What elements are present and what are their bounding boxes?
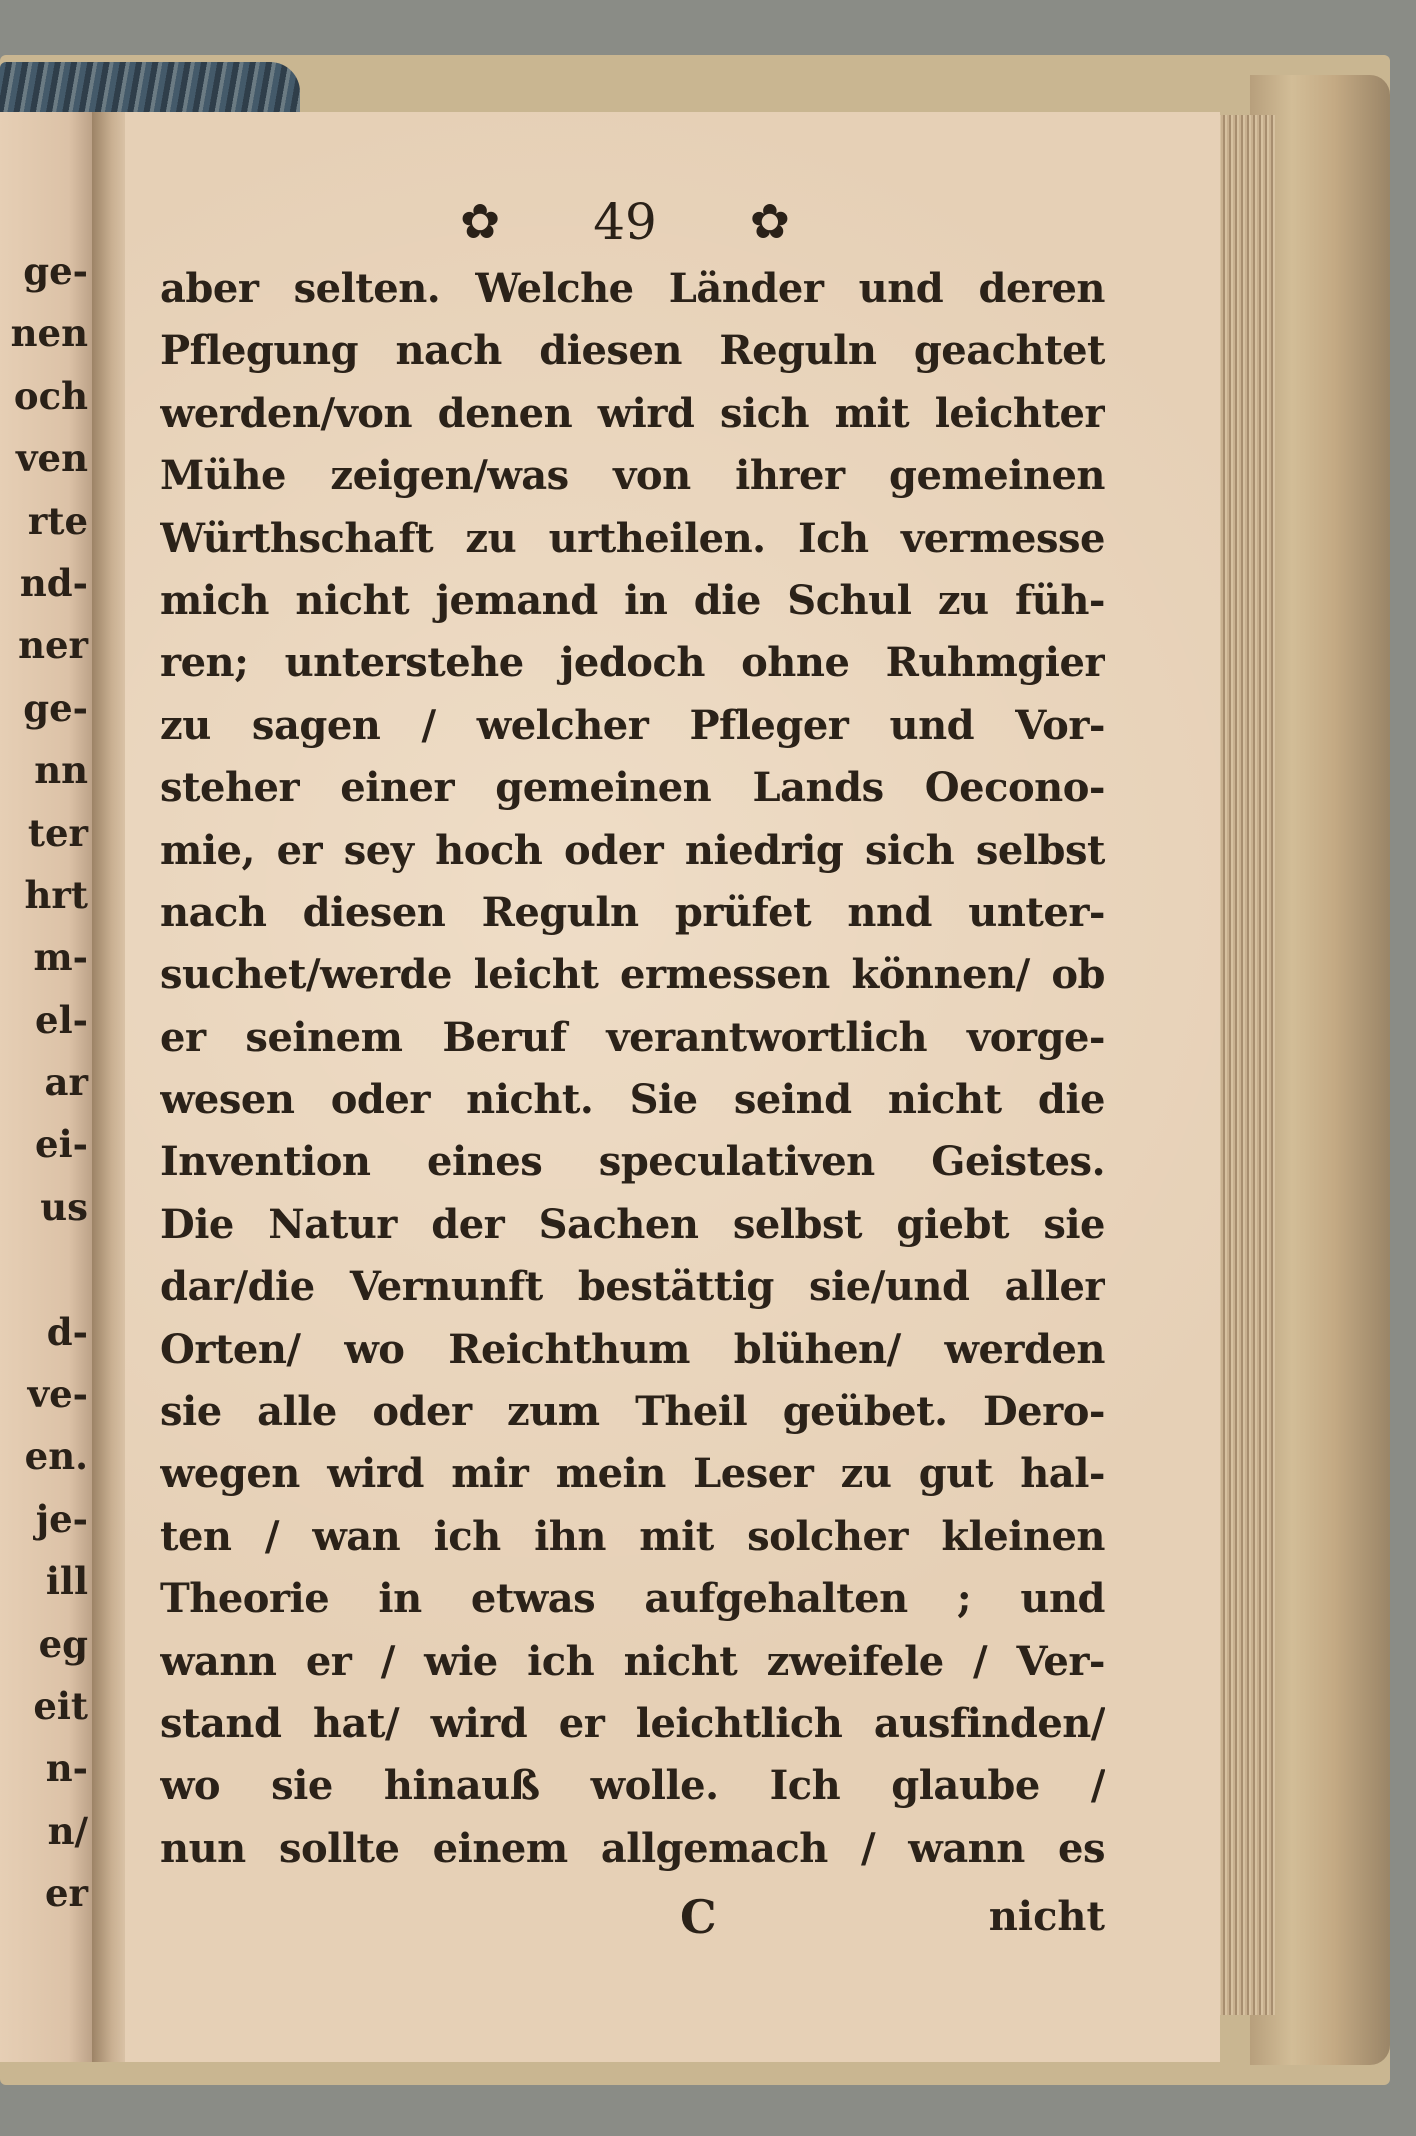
catchword: nicht bbox=[988, 1893, 1105, 1940]
text-line: steher einer gemeinen Lands Oecono- bbox=[160, 764, 1105, 812]
page-block-edges bbox=[1215, 115, 1275, 2015]
left-line: nen bbox=[10, 311, 88, 356]
text-line: ten / wan ich ihn mit solcher kleinen bbox=[160, 1512, 1105, 1560]
text-line: er seinem Beruf verantwortlich vorge- bbox=[160, 1013, 1105, 1061]
left-line: er bbox=[44, 1871, 88, 1916]
left-line: ner bbox=[18, 623, 88, 668]
signature-mark: C bbox=[680, 1890, 717, 1944]
text-line: zu sagen / welcher Pfleger und Vor- bbox=[160, 701, 1105, 749]
text-line: Mühe zeigen/was von ihrer gemeinen bbox=[160, 452, 1105, 500]
text-line: Invention eines speculativen Geistes. bbox=[160, 1138, 1105, 1186]
left-line: ge- bbox=[23, 249, 88, 293]
text-line: wegen wird mir mein Leser zu gut hal- bbox=[160, 1450, 1105, 1498]
left-line: m- bbox=[33, 935, 88, 980]
text-line: nun sollte einem allgemach / wann es bbox=[160, 1824, 1105, 1872]
left-line: rte bbox=[27, 498, 88, 543]
left-line: us bbox=[40, 1184, 88, 1229]
text-line: Pflegung nach diesen Reguln geachtet bbox=[160, 327, 1105, 375]
left-line: eit bbox=[33, 1683, 88, 1728]
text-line: Die Natur der Sachen selbst giebt sie bbox=[160, 1200, 1105, 1248]
left-line bbox=[0, 1238, 92, 1300]
left-line: d- bbox=[46, 1309, 88, 1354]
left-line: n- bbox=[45, 1746, 88, 1791]
text-line: suchet/werde leicht ermessen können/ ob bbox=[160, 951, 1105, 999]
left-line: ill bbox=[45, 1559, 88, 1604]
left-line: ar bbox=[44, 1060, 88, 1105]
left-line: ve- bbox=[27, 1372, 88, 1417]
rosette-ornament-icon: ✿ bbox=[749, 194, 790, 250]
text-line: wesen oder nicht. Sie seind nicht die bbox=[160, 1076, 1105, 1124]
text-line: mich nicht jemand in die Schul zu füh- bbox=[160, 576, 1105, 624]
left-line: n/ bbox=[47, 1808, 88, 1853]
left-page-text bbox=[0, 240, 92, 1925]
text-line: Theorie in etwas aufgehalten ; und bbox=[160, 1575, 1105, 1623]
left-line: hrt bbox=[24, 872, 88, 917]
page-footer bbox=[160, 1885, 1105, 1949]
book-headband bbox=[0, 62, 300, 112]
page-number: 49 bbox=[593, 193, 657, 251]
text-line: stand hat/ wird er leichtlich ausfinden/ bbox=[160, 1699, 1105, 1747]
text-line: Orten/ wo Reichthum blühen/ werden bbox=[160, 1325, 1105, 1373]
text-line: aber selten. Welche Länder und deren bbox=[160, 265, 1105, 312]
text-line: mie, er sey hoch oder niedrig sich selbst bbox=[160, 826, 1105, 874]
left-line: och bbox=[13, 373, 88, 418]
rosette-ornament-icon: ✿ bbox=[460, 194, 501, 250]
page-header bbox=[460, 190, 790, 254]
text-line: wo sie hinauß wolle. Ich glaube / bbox=[160, 1762, 1105, 1810]
left-line: ter bbox=[27, 810, 88, 855]
left-line: ven bbox=[16, 436, 88, 481]
text-line: dar/die Vernunft bestättig sie/und aller bbox=[160, 1263, 1105, 1311]
left-line: nn bbox=[34, 748, 88, 793]
left-line: nd- bbox=[19, 560, 88, 605]
left-line: je- bbox=[35, 1496, 88, 1541]
text-line: sie alle oder zum Theil geübet. Dero- bbox=[160, 1388, 1105, 1436]
text-line: nach diesen Reguln prüfet nnd unter- bbox=[160, 888, 1105, 936]
text-line: ren; unterstehe jedoch ohne Ruhmgier bbox=[160, 639, 1105, 687]
left-line: en. bbox=[24, 1434, 88, 1479]
text-line: werden/von denen wird sich mit leichter bbox=[160, 389, 1105, 437]
left-line: ei- bbox=[35, 1122, 88, 1167]
body-text bbox=[160, 258, 1105, 1880]
left-line: el- bbox=[35, 997, 88, 1042]
left-line: eg bbox=[38, 1621, 88, 1666]
text-line: Würthschaft zu urtheilen. Ich vermesse bbox=[160, 514, 1105, 562]
text-line: wann er / wie ich nicht zweifele / Ver- bbox=[160, 1637, 1105, 1685]
left-line: ge- bbox=[23, 685, 88, 730]
